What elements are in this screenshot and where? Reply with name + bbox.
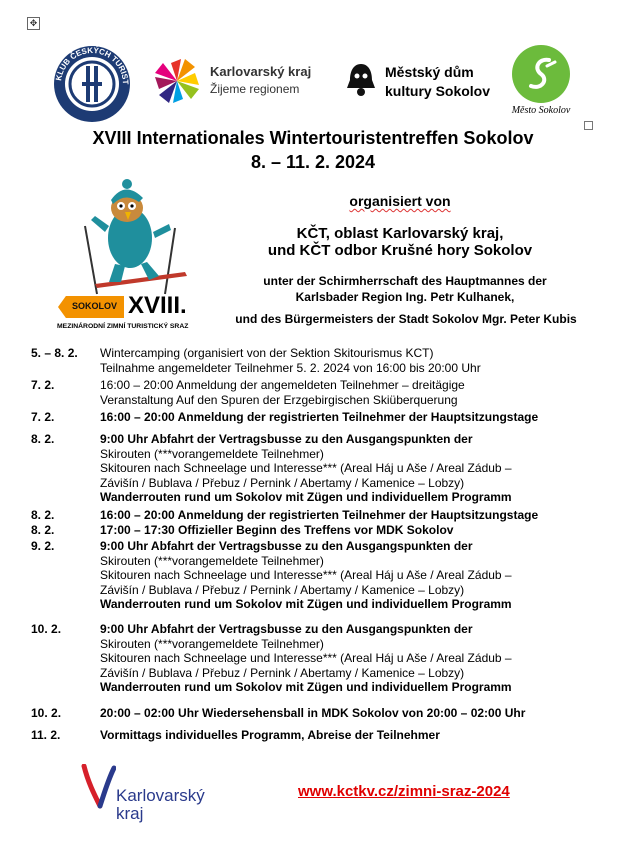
kct-ring-text (52, 44, 132, 124)
event-url-link[interactable]: www.kctkv.cz/zimni-sraz-2024 (298, 783, 510, 800)
schedule-line: 16:00 – 20:00 Anmeldung der registrierten Teilnehmer der Hauptsitzungstage (100, 410, 539, 424)
schedule-line: 9:00 Uhr Abfahrt der Vertragsbusse zu den Ausgangspunkten der (100, 539, 473, 553)
kraj-logo-subtitle: Žijeme regionem (210, 82, 300, 96)
schedule-line: Wanderrouten rund um Sokolov mit Zügen und individuellem Programm (100, 490, 512, 504)
page-title (0, 127, 626, 149)
schedule-line: 17:00 – 17:30 Offizieller Beginn des Treffens vor MDK Sokolov (100, 523, 454, 537)
page-dates: 8. – 11. 2. 2024 (250, 152, 376, 172)
schedule-date: 8. 2. (31, 432, 55, 446)
schedule-line: Teilnahme angemeldeter Teilnehmer 5. 2. 2024 von 16:00 bis 20:00 Uhr (100, 360, 481, 375)
title-line1: XVIII Internationales Wintertouristentreffen Sokolov (92, 128, 534, 148)
schedule-line: Skirouten (***vorangemeldete Teilnehmer) (100, 446, 324, 461)
schedule-line: Závišín / Bublava / Přebuz / Pernink / Abertamy / Kamenice – Lobzy) (100, 665, 465, 680)
schedule-line: 16:00 – 20:00 Anmeldung der registrierten Teilnehmer der Hauptsitzungstage (100, 508, 539, 522)
patron-line3: und des Bürgermeisters der Stadt Sokolov Mgr. Peter Kubis (235, 312, 577, 326)
schedule-line: Skitouren nach Schneelage und Interesse*** (Areal Háj u Aše / Areal Zádub – (100, 651, 512, 665)
schedule-line: Skitouren nach Schneelage und Interesse*** (Areal Háj u Aše / Areal Zádub – (100, 461, 512, 475)
schedule-date: 10. 2. (31, 622, 62, 636)
schedule-date: 8. 2. (31, 523, 55, 537)
schedule-date: 11. 2. (31, 728, 61, 742)
kraj-logo-title: Karlovarský kraj (210, 64, 312, 79)
schedule-line: Veranstaltung Auf den Spuren der Erzgebirgischen Skiüberquerung (100, 392, 458, 407)
mesto-sokolov-caption: Město Sokolov (511, 105, 571, 116)
schedule-line: 9:00 Uhr Abfahrt der Vertragsbusse zu den Ausgangspunkten der (100, 432, 473, 446)
mesto-sokolov-logo (511, 44, 571, 104)
schedule-line: Vormittags individuelles Programm, Abreise der Teilnehmer (100, 728, 440, 742)
schedule-row (31, 432, 591, 506)
kraj-flower-icon (152, 56, 202, 106)
schedule-date: 8. 2. (31, 508, 55, 522)
footer-kraj-icon (80, 764, 116, 816)
schedule-date: 7. 2. (31, 378, 55, 392)
schedule-date: 9. 2. (31, 539, 55, 553)
footer-kraj-line1: Karlovarský (116, 786, 205, 805)
mascot-sign-text: SOKOLOV (72, 301, 118, 311)
footer-kraj-line2: kraj (116, 804, 144, 823)
schedule-row (31, 622, 591, 696)
schedule-line: Skirouten (***vorangemeldete Teilnehmer) (100, 636, 324, 651)
schedule-line: 9:00 Uhr Abfahrt der Vertragsbusse zu den Ausgangspunkten der (100, 622, 473, 636)
mascot-roman-numeral: XVIII. (128, 292, 187, 319)
move-handle-icon[interactable]: ✥ (27, 17, 40, 30)
schedule-line: Skirouten (***vorangemeldete Teilnehmer) (100, 553, 324, 568)
mascot-caption: MEZINÁRODNÍ ZIMNÍ TURISTICKÝ SRAZ (57, 323, 189, 330)
schedule-line: Závišín / Bublava / Přebuz / Pernink / Abertamy / Kamenice – Lobzy) (100, 475, 465, 490)
organizer-intro (300, 193, 500, 209)
schedule-row (31, 346, 591, 376)
organizer-line3: und KČT odbor Krušné hory Sokolov (267, 242, 533, 259)
organizer-line2: KČT, oblast Karlovarský kraj, (296, 225, 504, 242)
schedule-line: Závišín / Bublava / Přebuz / Pernink / Abertamy / Kamenice – Lobzy) (100, 582, 465, 597)
schedule-line: 16:00 – 20:00 Anmeldung der angemeldeten Teilnehmer – dreitägige (100, 378, 465, 392)
schedule-line: Wintercamping (organisiert von der Sektion Skitourismus KCT) (100, 346, 434, 360)
organizer-line1: organisiert von (349, 193, 451, 209)
schedule-line: Skitouren nach Schneelage und Interesse*** (Areal Háj u Aše / Areal Zádub – (100, 568, 512, 582)
patron-line1: unter der Schirmherrschaft des Hauptmannes der (263, 274, 547, 288)
mascot-illustration (65, 176, 200, 296)
schedule-line: 20:00 – 02:00 Uhr Wiedersehensball in MDK Sokolov von 20:00 – 02:00 Uhr (100, 706, 526, 720)
schedule-line: Wanderrouten rund um Sokolov mit Zügen und individuellem Programm (100, 680, 512, 694)
mdk-logo-line2: kultury Sokolov (385, 83, 491, 99)
schedule-date: 5. – 8. 2. (31, 346, 78, 360)
mdk-logo-line1: Městský dům (385, 64, 474, 80)
svg-text:KLUB ČESKÝCH TURISTŮ: KLUB ČESKÝCH TURIST (54, 45, 131, 85)
schedule-date: 7. 2. (31, 410, 55, 424)
mdk-bell-icon (345, 62, 377, 98)
schedule-row (31, 539, 591, 613)
patron-line2: Karlsbader Region Ing. Petr Kulhanek, (295, 290, 515, 304)
schedule-line: Wanderrouten rund um Sokolov mit Zügen und individuellem Programm (100, 597, 512, 611)
schedule-row (31, 378, 591, 408)
schedule-date: 10. 2. (31, 706, 62, 720)
